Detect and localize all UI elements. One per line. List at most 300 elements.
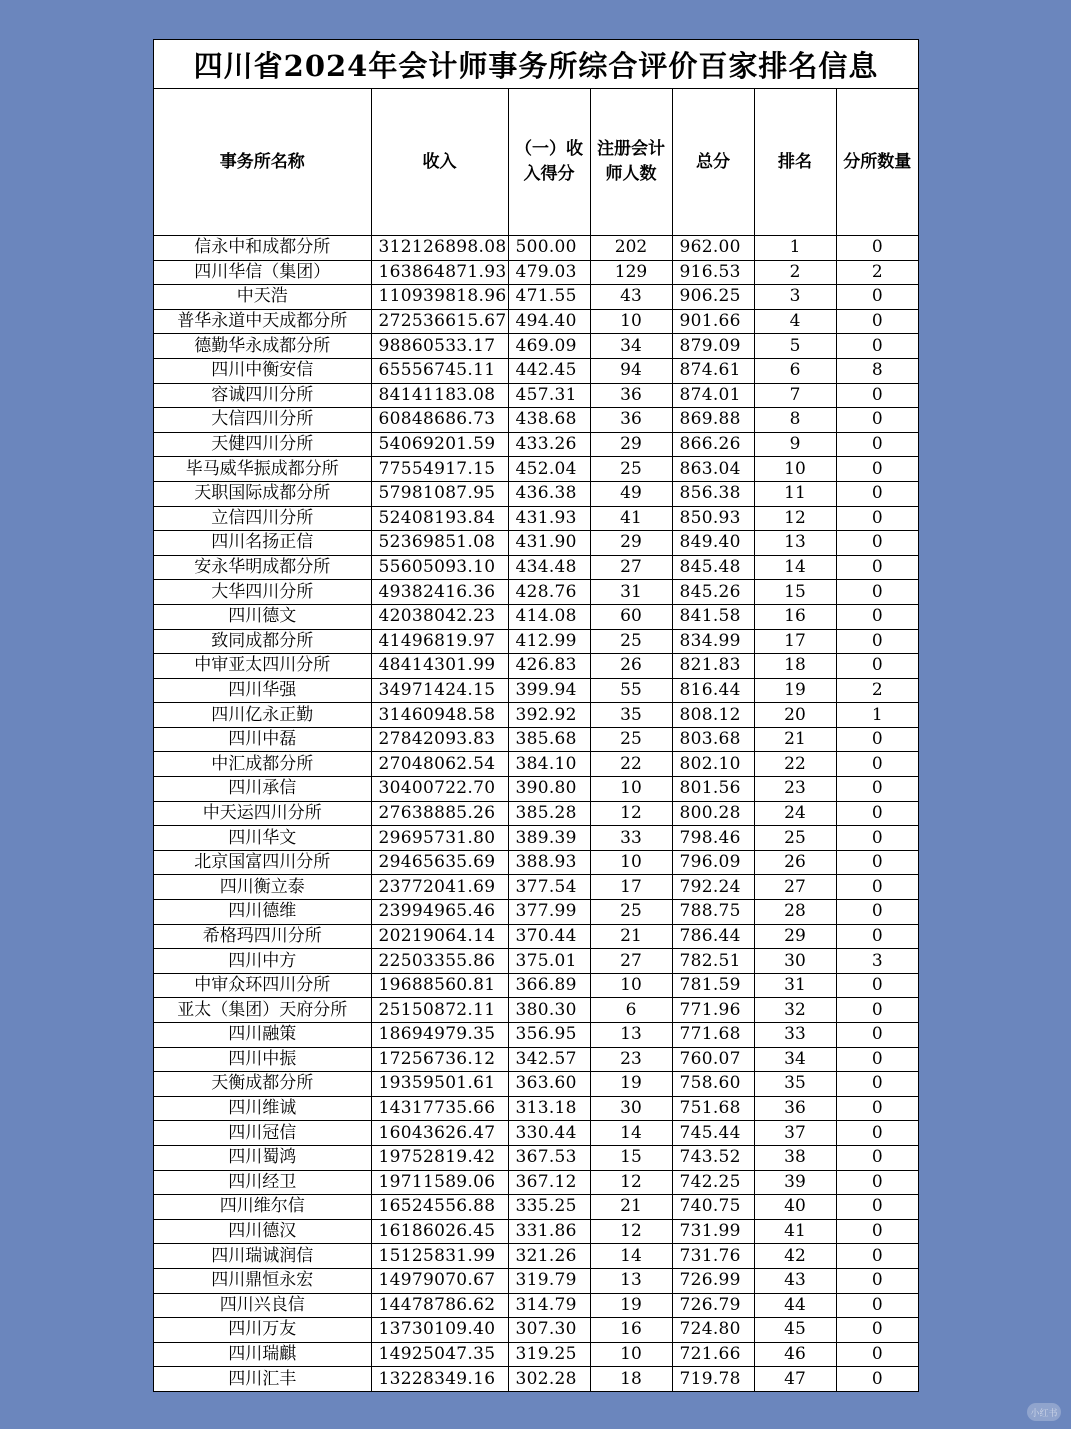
- cell-rank: 30: [754, 949, 836, 974]
- cell-cpa-count: 10: [590, 850, 672, 875]
- cell-branch-count: 0: [836, 826, 918, 851]
- cell-firm-name: 中审众环四川分所: [154, 973, 371, 998]
- cell-rank: 20: [754, 703, 836, 728]
- cell-branch-count: 0: [836, 1318, 918, 1343]
- cell-cpa-count: 35: [590, 703, 672, 728]
- cell-revenue-score: 321.26: [508, 1244, 590, 1269]
- cell-branch-count: 0: [836, 1072, 918, 1097]
- cell-branch-count: 0: [836, 555, 918, 580]
- cell-cpa-count: 25: [590, 457, 672, 482]
- table-row: [154, 260, 918, 285]
- cell-total-score: 821.83: [672, 654, 754, 679]
- cell-firm-name: 天衡成都分所: [154, 1072, 371, 1097]
- table-row: [154, 973, 918, 998]
- table-row: [154, 580, 918, 605]
- cell-total-score: 745.44: [672, 1121, 754, 1146]
- ranking-table: [154, 89, 918, 1391]
- cell-total-score: 845.26: [672, 580, 754, 605]
- cell-total-score: 901.66: [672, 309, 754, 334]
- cell-firm-name: 四川华强: [154, 678, 371, 703]
- table-row: [154, 629, 918, 654]
- cell-rank: 40: [754, 1195, 836, 1220]
- cell-total-score: 869.88: [672, 408, 754, 433]
- cell-revenue: 18694979.35: [371, 1023, 508, 1048]
- header-rank: 排名: [754, 89, 836, 236]
- cell-branch-count: 0: [836, 236, 918, 261]
- cell-revenue: 15125831.99: [371, 1244, 508, 1269]
- cell-revenue-score: 356.95: [508, 1023, 590, 1048]
- table-row: [154, 555, 918, 580]
- cell-revenue: 41496819.97: [371, 629, 508, 654]
- cell-total-score: 916.53: [672, 260, 754, 285]
- table-row: [154, 334, 918, 359]
- ranking-sheet: [153, 39, 919, 1392]
- cell-total-score: 863.04: [672, 457, 754, 482]
- cell-revenue-score: 414.08: [508, 604, 590, 629]
- table-row: [154, 383, 918, 408]
- cell-branch-count: 0: [836, 1023, 918, 1048]
- cell-total-score: 724.80: [672, 1318, 754, 1343]
- table-row: [154, 703, 918, 728]
- cell-cpa-count: 18: [590, 1367, 672, 1391]
- table-row: [154, 1342, 918, 1367]
- cell-rank: 1: [754, 236, 836, 261]
- cell-rank: 8: [754, 408, 836, 433]
- cell-revenue-score: 426.83: [508, 654, 590, 679]
- cell-revenue: 13228349.16: [371, 1367, 508, 1391]
- table-row: [154, 727, 918, 752]
- table-row: [154, 285, 918, 310]
- cell-rank: 34: [754, 1047, 836, 1072]
- cell-cpa-count: 10: [590, 973, 672, 998]
- cell-revenue: 57981087.95: [371, 481, 508, 506]
- cell-branch-count: 2: [836, 678, 918, 703]
- cell-cpa-count: 19: [590, 1293, 672, 1318]
- cell-revenue: 163864871.93: [371, 260, 508, 285]
- header-branch-count: 分所数量: [836, 89, 918, 236]
- cell-cpa-count: 21: [590, 924, 672, 949]
- cell-total-score: 731.99: [672, 1219, 754, 1244]
- cell-branch-count: 0: [836, 1342, 918, 1367]
- cell-revenue: 17256736.12: [371, 1047, 508, 1072]
- cell-cpa-count: 27: [590, 949, 672, 974]
- cell-rank: 35: [754, 1072, 836, 1097]
- cell-revenue: 84141183.08: [371, 383, 508, 408]
- cell-branch-count: 0: [836, 1145, 918, 1170]
- cell-total-score: 874.61: [672, 358, 754, 383]
- cell-revenue-score: 390.80: [508, 777, 590, 802]
- cell-total-score: 781.59: [672, 973, 754, 998]
- cell-revenue-score: 412.99: [508, 629, 590, 654]
- cell-total-score: 796.09: [672, 850, 754, 875]
- table-row: [154, 1195, 918, 1220]
- cell-cpa-count: 22: [590, 752, 672, 777]
- cell-revenue-score: 428.76: [508, 580, 590, 605]
- table-row: [154, 1219, 918, 1244]
- cell-cpa-count: 129: [590, 260, 672, 285]
- cell-total-score: 874.01: [672, 383, 754, 408]
- cell-total-score: 816.44: [672, 678, 754, 703]
- table-row: [154, 309, 918, 334]
- cell-rank: 47: [754, 1367, 836, 1391]
- cell-cpa-count: 13: [590, 1023, 672, 1048]
- cell-branch-count: 0: [836, 604, 918, 629]
- cell-total-score: 849.40: [672, 531, 754, 556]
- cell-revenue: 55605093.10: [371, 555, 508, 580]
- cell-cpa-count: 94: [590, 358, 672, 383]
- header-firm-name: 事务所名称: [154, 89, 371, 236]
- cell-total-score: 758.60: [672, 1072, 754, 1097]
- cell-revenue: 27638885.26: [371, 801, 508, 826]
- cell-total-score: 792.24: [672, 875, 754, 900]
- cell-revenue: 29465635.69: [371, 850, 508, 875]
- cell-branch-count: 0: [836, 752, 918, 777]
- cell-branch-count: 0: [836, 1195, 918, 1220]
- cell-revenue: 19359501.61: [371, 1072, 508, 1097]
- cell-total-score: 721.66: [672, 1342, 754, 1367]
- cell-revenue: 48414301.99: [371, 654, 508, 679]
- cell-branch-count: 0: [836, 924, 918, 949]
- cell-firm-name: 四川鼎恒永宏: [154, 1268, 371, 1293]
- header-total-score: 总分: [672, 89, 754, 236]
- cell-rank: 16: [754, 604, 836, 629]
- cell-revenue: 22503355.86: [371, 949, 508, 974]
- cell-revenue-score: 431.90: [508, 531, 590, 556]
- cell-rank: 46: [754, 1342, 836, 1367]
- cell-branch-count: 0: [836, 1244, 918, 1269]
- cell-revenue: 34971424.15: [371, 678, 508, 703]
- table-row: [154, 678, 918, 703]
- cell-revenue-score: 389.39: [508, 826, 590, 851]
- cell-firm-name: 天健四川分所: [154, 432, 371, 457]
- cell-rank: 31: [754, 973, 836, 998]
- cell-rank: 29: [754, 924, 836, 949]
- cell-revenue-score: 433.26: [508, 432, 590, 457]
- table-row: [154, 408, 918, 433]
- cell-revenue-score: 494.40: [508, 309, 590, 334]
- cell-branch-count: 0: [836, 531, 918, 556]
- sheet-title: 四川省2024年会计师事务所综合评价百家排名信息: [154, 40, 918, 89]
- table-row: [154, 752, 918, 777]
- cell-total-score: 731.76: [672, 1244, 754, 1269]
- cell-total-score: 771.68: [672, 1023, 754, 1048]
- cell-revenue: 29695731.80: [371, 826, 508, 851]
- cell-revenue: 77554917.15: [371, 457, 508, 482]
- cell-revenue: 16186026.45: [371, 1219, 508, 1244]
- cell-rank: 17: [754, 629, 836, 654]
- cell-firm-name: 四川融策: [154, 1023, 371, 1048]
- cell-branch-count: 0: [836, 850, 918, 875]
- cell-revenue: 23772041.69: [371, 875, 508, 900]
- cell-total-score: 841.58: [672, 604, 754, 629]
- cell-firm-name: 四川冠信: [154, 1121, 371, 1146]
- table-row: [154, 998, 918, 1023]
- cell-revenue: 27048062.54: [371, 752, 508, 777]
- cell-revenue: 52369851.08: [371, 531, 508, 556]
- cell-revenue-score: 314.79: [508, 1293, 590, 1318]
- cell-cpa-count: 12: [590, 801, 672, 826]
- table-row: [154, 432, 918, 457]
- cell-rank: 4: [754, 309, 836, 334]
- cell-rank: 37: [754, 1121, 836, 1146]
- cell-revenue-score: 370.44: [508, 924, 590, 949]
- cell-revenue: 14979070.67: [371, 1268, 508, 1293]
- cell-total-score: 751.68: [672, 1096, 754, 1121]
- cell-revenue-score: 452.04: [508, 457, 590, 482]
- cell-revenue-score: 307.30: [508, 1318, 590, 1343]
- cell-cpa-count: 14: [590, 1244, 672, 1269]
- cell-firm-name: 四川瑞诚润信: [154, 1244, 371, 1269]
- cell-branch-count: 0: [836, 1096, 918, 1121]
- cell-branch-count: 0: [836, 875, 918, 900]
- cell-revenue-score: 375.01: [508, 949, 590, 974]
- cell-firm-name: 四川中振: [154, 1047, 371, 1072]
- cell-branch-count: 0: [836, 383, 918, 408]
- cell-revenue-score: 500.00: [508, 236, 590, 261]
- table-row: [154, 1023, 918, 1048]
- cell-revenue: 14478786.62: [371, 1293, 508, 1318]
- cell-branch-count: 0: [836, 629, 918, 654]
- cell-firm-name: 中审亚太四川分所: [154, 654, 371, 679]
- cell-cpa-count: 14: [590, 1121, 672, 1146]
- table-body: [154, 236, 918, 1391]
- cell-revenue: 23994965.46: [371, 900, 508, 925]
- cell-cpa-count: 12: [590, 1170, 672, 1195]
- cell-revenue: 20219064.14: [371, 924, 508, 949]
- cell-revenue-score: 457.31: [508, 383, 590, 408]
- table-row: [154, 481, 918, 506]
- cell-revenue: 312126898.08: [371, 236, 508, 261]
- cell-firm-name: 中天运四川分所: [154, 801, 371, 826]
- cell-branch-count: 0: [836, 777, 918, 802]
- cell-total-score: 962.00: [672, 236, 754, 261]
- cell-branch-count: 0: [836, 334, 918, 359]
- cell-cpa-count: 21: [590, 1195, 672, 1220]
- header-revenue: 收入: [371, 89, 508, 236]
- cell-total-score: 906.25: [672, 285, 754, 310]
- table-row: [154, 900, 918, 925]
- cell-rank: 13: [754, 531, 836, 556]
- cell-cpa-count: 29: [590, 432, 672, 457]
- cell-revenue: 52408193.84: [371, 506, 508, 531]
- cell-cpa-count: 17: [590, 875, 672, 900]
- cell-revenue-score: 399.94: [508, 678, 590, 703]
- cell-revenue-score: 330.44: [508, 1121, 590, 1146]
- cell-firm-name: 四川中磊: [154, 727, 371, 752]
- cell-rank: 44: [754, 1293, 836, 1318]
- table-row: [154, 1145, 918, 1170]
- cell-total-score: 786.44: [672, 924, 754, 949]
- cell-total-score: 808.12: [672, 703, 754, 728]
- cell-revenue: 19752819.42: [371, 1145, 508, 1170]
- cell-rank: 24: [754, 801, 836, 826]
- table-row: [154, 236, 918, 261]
- cell-total-score: 845.48: [672, 555, 754, 580]
- cell-total-score: 719.78: [672, 1367, 754, 1391]
- cell-branch-count: 0: [836, 408, 918, 433]
- table-row: [154, 1072, 918, 1097]
- cell-firm-name: 四川德汉: [154, 1219, 371, 1244]
- cell-branch-count: 8: [836, 358, 918, 383]
- cell-firm-name: 大华四川分所: [154, 580, 371, 605]
- cell-total-score: 850.93: [672, 506, 754, 531]
- cell-cpa-count: 43: [590, 285, 672, 310]
- cell-firm-name: 四川德文: [154, 604, 371, 629]
- cell-total-score: 788.75: [672, 900, 754, 925]
- cell-branch-count: 0: [836, 727, 918, 752]
- cell-branch-count: 1: [836, 703, 918, 728]
- cell-firm-name: 立信四川分所: [154, 506, 371, 531]
- cell-revenue-score: 335.25: [508, 1195, 590, 1220]
- cell-cpa-count: 6: [590, 998, 672, 1023]
- cell-cpa-count: 15: [590, 1145, 672, 1170]
- cell-rank: 22: [754, 752, 836, 777]
- cell-revenue-score: 377.99: [508, 900, 590, 925]
- cell-cpa-count: 27: [590, 555, 672, 580]
- cell-rank: 7: [754, 383, 836, 408]
- cell-revenue: 14925047.35: [371, 1342, 508, 1367]
- cell-total-score: 834.99: [672, 629, 754, 654]
- cell-rank: 15: [754, 580, 836, 605]
- cell-branch-count: 0: [836, 432, 918, 457]
- cell-total-score: 782.51: [672, 949, 754, 974]
- cell-total-score: 803.68: [672, 727, 754, 752]
- cell-firm-name: 四川汇丰: [154, 1367, 371, 1391]
- cell-revenue: 14317735.66: [371, 1096, 508, 1121]
- cell-cpa-count: 16: [590, 1318, 672, 1343]
- cell-cpa-count: 31: [590, 580, 672, 605]
- cell-total-score: 726.79: [672, 1293, 754, 1318]
- cell-firm-name: 德勤华永成都分所: [154, 334, 371, 359]
- cell-branch-count: 0: [836, 285, 918, 310]
- cell-branch-count: 0: [836, 973, 918, 998]
- cell-firm-name: 四川衡立泰: [154, 875, 371, 900]
- cell-total-score: 802.10: [672, 752, 754, 777]
- cell-branch-count: 0: [836, 801, 918, 826]
- cell-cpa-count: 34: [590, 334, 672, 359]
- table-row: [154, 826, 918, 851]
- cell-revenue: 54069201.59: [371, 432, 508, 457]
- cell-cpa-count: 25: [590, 900, 672, 925]
- cell-rank: 5: [754, 334, 836, 359]
- cell-total-score: 726.99: [672, 1268, 754, 1293]
- cell-cpa-count: 13: [590, 1268, 672, 1293]
- cell-firm-name: 四川万友: [154, 1318, 371, 1343]
- cell-branch-count: 0: [836, 1047, 918, 1072]
- cell-firm-name: 安永华明成都分所: [154, 555, 371, 580]
- cell-firm-name: 四川承信: [154, 777, 371, 802]
- cell-firm-name: 致同成都分所: [154, 629, 371, 654]
- cell-firm-name: 大信四川分所: [154, 408, 371, 433]
- cell-cpa-count: 36: [590, 408, 672, 433]
- cell-revenue-score: 319.25: [508, 1342, 590, 1367]
- table-row: [154, 1318, 918, 1343]
- cell-revenue-score: 313.18: [508, 1096, 590, 1121]
- cell-rank: 14: [754, 555, 836, 580]
- cell-firm-name: 四川华文: [154, 826, 371, 851]
- cell-total-score: 879.09: [672, 334, 754, 359]
- cell-cpa-count: 25: [590, 727, 672, 752]
- cell-total-score: 742.25: [672, 1170, 754, 1195]
- cell-rank: 26: [754, 850, 836, 875]
- header-cpa-count: 注册会计师人数: [590, 89, 672, 236]
- cell-cpa-count: 30: [590, 1096, 672, 1121]
- cell-cpa-count: 12: [590, 1219, 672, 1244]
- cell-cpa-count: 60: [590, 604, 672, 629]
- cell-firm-name: 毕马威华振成都分所: [154, 457, 371, 482]
- table-row: [154, 1268, 918, 1293]
- cell-rank: 42: [754, 1244, 836, 1269]
- cell-revenue: 19711589.06: [371, 1170, 508, 1195]
- cell-rank: 45: [754, 1318, 836, 1343]
- cell-total-score: 743.52: [672, 1145, 754, 1170]
- cell-firm-name: 四川华信（集团）: [154, 260, 371, 285]
- cell-revenue-score: 342.57: [508, 1047, 590, 1072]
- cell-total-score: 866.26: [672, 432, 754, 457]
- cell-revenue-score: 380.30: [508, 998, 590, 1023]
- table-row: [154, 875, 918, 900]
- cell-rank: 25: [754, 826, 836, 851]
- cell-rank: 21: [754, 727, 836, 752]
- cell-firm-name: 中汇成都分所: [154, 752, 371, 777]
- cell-branch-count: 0: [836, 506, 918, 531]
- cell-branch-count: 0: [836, 309, 918, 334]
- cell-cpa-count: 10: [590, 777, 672, 802]
- cell-revenue-score: 377.54: [508, 875, 590, 900]
- cell-revenue-score: 384.10: [508, 752, 590, 777]
- cell-rank: 33: [754, 1023, 836, 1048]
- cell-revenue: 27842093.83: [371, 727, 508, 752]
- cell-cpa-count: 49: [590, 481, 672, 506]
- cell-branch-count: 0: [836, 1121, 918, 1146]
- cell-cpa-count: 25: [590, 629, 672, 654]
- cell-firm-name: 四川名扬正信: [154, 531, 371, 556]
- cell-revenue-score: 385.68: [508, 727, 590, 752]
- cell-firm-name: 信永中和成都分所: [154, 236, 371, 261]
- cell-revenue-score: 302.28: [508, 1367, 590, 1391]
- table-row: [154, 1121, 918, 1146]
- table-row: [154, 949, 918, 974]
- cell-firm-name: 天职国际成都分所: [154, 481, 371, 506]
- cell-cpa-count: 10: [590, 1342, 672, 1367]
- table-row: [154, 801, 918, 826]
- cell-branch-count: 0: [836, 1293, 918, 1318]
- cell-revenue-score: 434.48: [508, 555, 590, 580]
- cell-revenue-score: 442.45: [508, 358, 590, 383]
- cell-revenue: 65556745.11: [371, 358, 508, 383]
- cell-branch-count: 0: [836, 580, 918, 605]
- table-row: [154, 654, 918, 679]
- cell-branch-count: 2: [836, 260, 918, 285]
- cell-revenue-score: 431.93: [508, 506, 590, 531]
- cell-rank: 12: [754, 506, 836, 531]
- table-row: [154, 1244, 918, 1269]
- cell-firm-name: 四川蜀鸿: [154, 1145, 371, 1170]
- cell-revenue: 98860533.17: [371, 334, 508, 359]
- cell-revenue: 31460948.58: [371, 703, 508, 728]
- table-row: [154, 604, 918, 629]
- cell-branch-count: 0: [836, 1219, 918, 1244]
- cell-revenue-score: 392.92: [508, 703, 590, 728]
- cell-branch-count: 0: [836, 654, 918, 679]
- cell-revenue-score: 366.89: [508, 973, 590, 998]
- cell-firm-name: 四川维诚: [154, 1096, 371, 1121]
- cell-firm-name: 四川经卫: [154, 1170, 371, 1195]
- cell-revenue-score: 471.55: [508, 285, 590, 310]
- table-row: [154, 457, 918, 482]
- cell-total-score: 740.75: [672, 1195, 754, 1220]
- cell-cpa-count: 33: [590, 826, 672, 851]
